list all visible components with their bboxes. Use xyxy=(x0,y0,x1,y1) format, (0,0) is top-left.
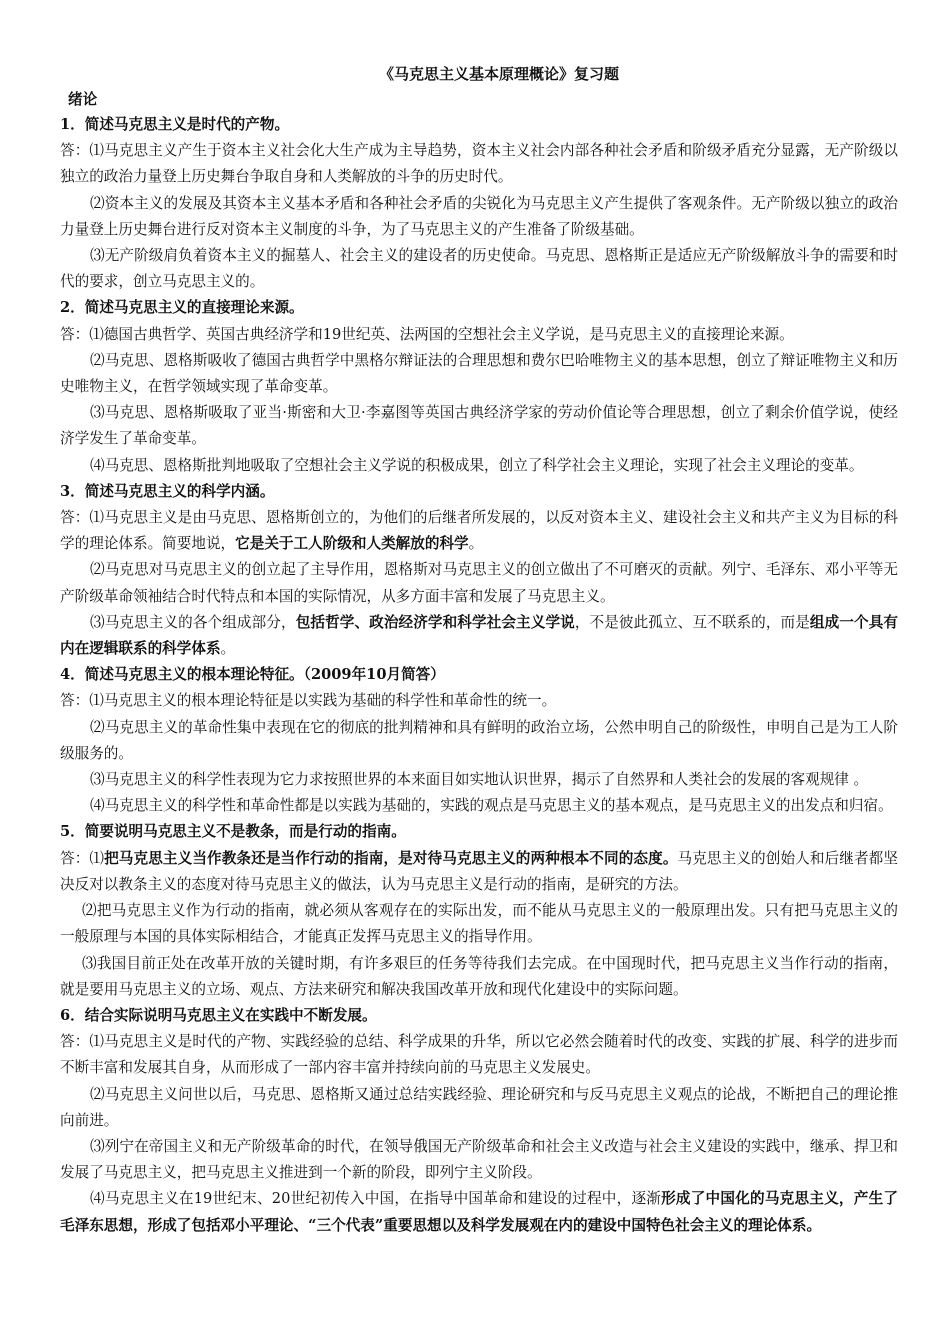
text-run: ，不是彼此孤立、互不联系的，而是 xyxy=(574,613,810,631)
document-title: 《马克思主义基本原理概论》复习题 xyxy=(378,65,619,83)
text-run: ⑶马克思主义的各个组成部分， xyxy=(90,613,296,631)
question-heading: 6．结合实际说明马克思主义在实践中不断发展。 xyxy=(60,1006,377,1024)
answer-paragraph: ⑷马克思主义的科学性和革命性都是以实践为基础的，实践的观点是马克思主义的基本观点，是马克思主义的出发点和归宿。 xyxy=(90,797,893,815)
text-run: 答：⑴马克思主义是由马克思、恩格斯创立的，为他们的后继者所发展的，以反对资本主义、建设社会主义和共产主义为目标的科学的理论体系。简要地说， xyxy=(60,509,898,553)
answer-paragraph: ⑷马克思、恩格斯批判地吸取了空想社会主义学说的积极成果，创立了科学社会主义理论，实现了社会主义理论的变革。 xyxy=(90,456,864,474)
answer-paragraph: ⑶列宁在帝国主义和无产阶级革命的时代，在领导俄国无产阶级革命和社会主义改造与社会主义建设的实践中，继承、捍卫和发展了马克思主义，把马克思主义推进到一个新的阶段，即列宁主义阶段。 xyxy=(60,1137,898,1182)
question-heading: 2．简述马克思主义的直接理论来源。 xyxy=(60,299,304,317)
emphasis-text: 包括哲学、政治经济学和科学社会主义学说 xyxy=(295,613,575,631)
answer-paragraph xyxy=(60,505,898,557)
emphasis-text: 它是关于工人阶级和人类解放的科学 xyxy=(235,535,469,553)
text-run: 马克思主义的创始人和后继者都坚决反对以教条主义的态度对待马克思主义的做法，认为马克思主义是行动的指南，是研究的方法。 xyxy=(60,849,898,893)
question-heading: 3．简述马克思主义的科学内涵。 xyxy=(60,482,275,500)
question-heading: 1．简述马克思主义是时代的产物。 xyxy=(60,116,290,133)
answer-paragraph: 答：⑴马克思主义产生于资本主义社会化大生产成为主导趋势，资本主义社会内部各种社会矛盾和阶级矛盾充分显露，无产阶级以独立的政治力量登上历史舞台争取自身和人类解放的斗争的历史时代。 xyxy=(60,142,898,186)
answer-paragraph: 答：⑴德国古典哲学、英国古典经济学和19世纪英、法两国的空想社会主义学说，是马克思主义的直接理论来源。 xyxy=(60,325,794,343)
answer-paragraph: ⑵马克思对马克思主义的创立起了主导作用，恩格斯对马克思主义的创立做出了不可磨灭的贡献。列宁、毛泽东、邓小平等无产阶级革命领袖结合时代特点和本国的实际情况，从多方面丰富和发展了马克思主义。 xyxy=(60,561,898,605)
answer-paragraph: ⑵马克思主义的革命性集中表现在它的彻底的批判精神和具有鲜明的政治立场，公然申明自己的阶级性，申明自己是为工人阶级服务的。 xyxy=(60,718,898,762)
answer-paragraph: ⑶我国目前正处在改革开放的关键时期，有许多艰巨的任务等待我们去完成。在中国现时代，把马克思主义当作行动的指南，就是要用马克思主义的立场、观点、方法来研究和解决我国改革开放和现代化建设中的实际问题。 xyxy=(60,954,898,998)
emphasis-text: 把马克思主义当作教条还是当作行动的指南，是对待马克思主义的两种根本不同的态度。 xyxy=(104,849,678,867)
answer-paragraph xyxy=(60,610,898,662)
emphasis-text: 形成了中国化的马克思主义，产生了毛泽东思想，形成了包括邓小平理论、“三个代表”重要思想以及科学发展观在内的建设中国特色社会主义的理论体系。 xyxy=(60,1190,898,1234)
question-4 xyxy=(60,662,898,819)
answer-paragraph: ⑵马克思主义问世以后，马克思、恩格斯又通过总结实践经验、理论研究和与反马克思主义观点的论战，不断把自己的理论推向前进。 xyxy=(60,1085,898,1129)
section-heading: 绪论 xyxy=(68,91,98,108)
text-run: 。 xyxy=(220,640,236,658)
question-heading: 5．简要说明马克思主义不是教条，而是行动的指南。 xyxy=(60,823,406,841)
answer-paragraph xyxy=(60,1186,898,1238)
answer-paragraph xyxy=(60,846,898,898)
answer-paragraph: ⑵把马克思主义作为行动的指南，就必须从客观存在的实际出发，而不能从马克思主义的一般原理出发。只有把马克思主义的一般原理与本国的具体实际相结合，才能真正发挥马克思主义的指导作用。 xyxy=(60,902,898,946)
question-1 xyxy=(60,112,898,295)
answer-paragraph: ⑶无产阶级肩负着资本主义的掘墓人、社会主义的建设者的历史使命。马克思、恩格斯正是适应无产阶级解放斗争的需要和时代的要求，创立马克思主义的。 xyxy=(60,247,898,291)
question-6 xyxy=(60,1003,898,1239)
answer-paragraph: 答：⑴马克思主义是时代的产物、实践经验的总结、科学成果的升华，所以它必然会随着时代的改变、实践的扩展、科学的进步而不断丰富和发展其自身，从而形成了一部内容丰富并持续向前的马克思主义发展史。 xyxy=(60,1033,898,1077)
emphasis-text: 组成一个具有内在逻辑联系的科学体系 xyxy=(60,613,898,658)
question-2 xyxy=(60,295,898,478)
answer-paragraph: ⑵资本主义的发展及其资本主义基本矛盾和各种社会矛盾的尖锐化为马克思主义产生提供了客观条件。无产阶级以独立的政治力量登上历史舞台进行反对资本主义制度的斗争，为了马克思主义的产生准备了阶级基础。 xyxy=(60,194,898,238)
question-5 xyxy=(60,819,898,1002)
text-run: 。 xyxy=(468,535,484,553)
text-run: ⑷马克思主义在19世纪末、20世纪初传入中国，在指导中国革命和建设的过程中，逐渐 xyxy=(90,1190,662,1208)
question-3 xyxy=(60,479,898,662)
question-heading: 4．简述马克思主义的根本理论特征。（2009年10月简答） xyxy=(60,666,445,684)
answer-paragraph: ⑶马克思主义的科学性表现为它力求按照世界的本来面目如实地认识世界，揭示了自然界和人类社会的发展的客观规律 。 xyxy=(90,771,869,789)
answer-paragraph: 答：⑴马克思主义的根本理论特征是以实践为基础的科学性和革命性的统一。 xyxy=(60,692,557,710)
answer-paragraph: ⑶马克思、恩格斯吸取了亚当·斯密和大卫·李嘉图等英国古典经济学家的劳动价值论等合理思想，创立了剩余价值学说，使经济学发生了革命变革。 xyxy=(60,404,898,448)
text-run: 答：⑴ xyxy=(60,849,105,867)
answer-paragraph: ⑵马克思、恩格斯吸收了德国古典哲学中黑格尔辩证法的合理思想和费尔巴哈唯物主义的基本思想，创立了辩证唯物主义和历史唯物主义，在哲学领域实现了革命变革。 xyxy=(60,351,898,396)
